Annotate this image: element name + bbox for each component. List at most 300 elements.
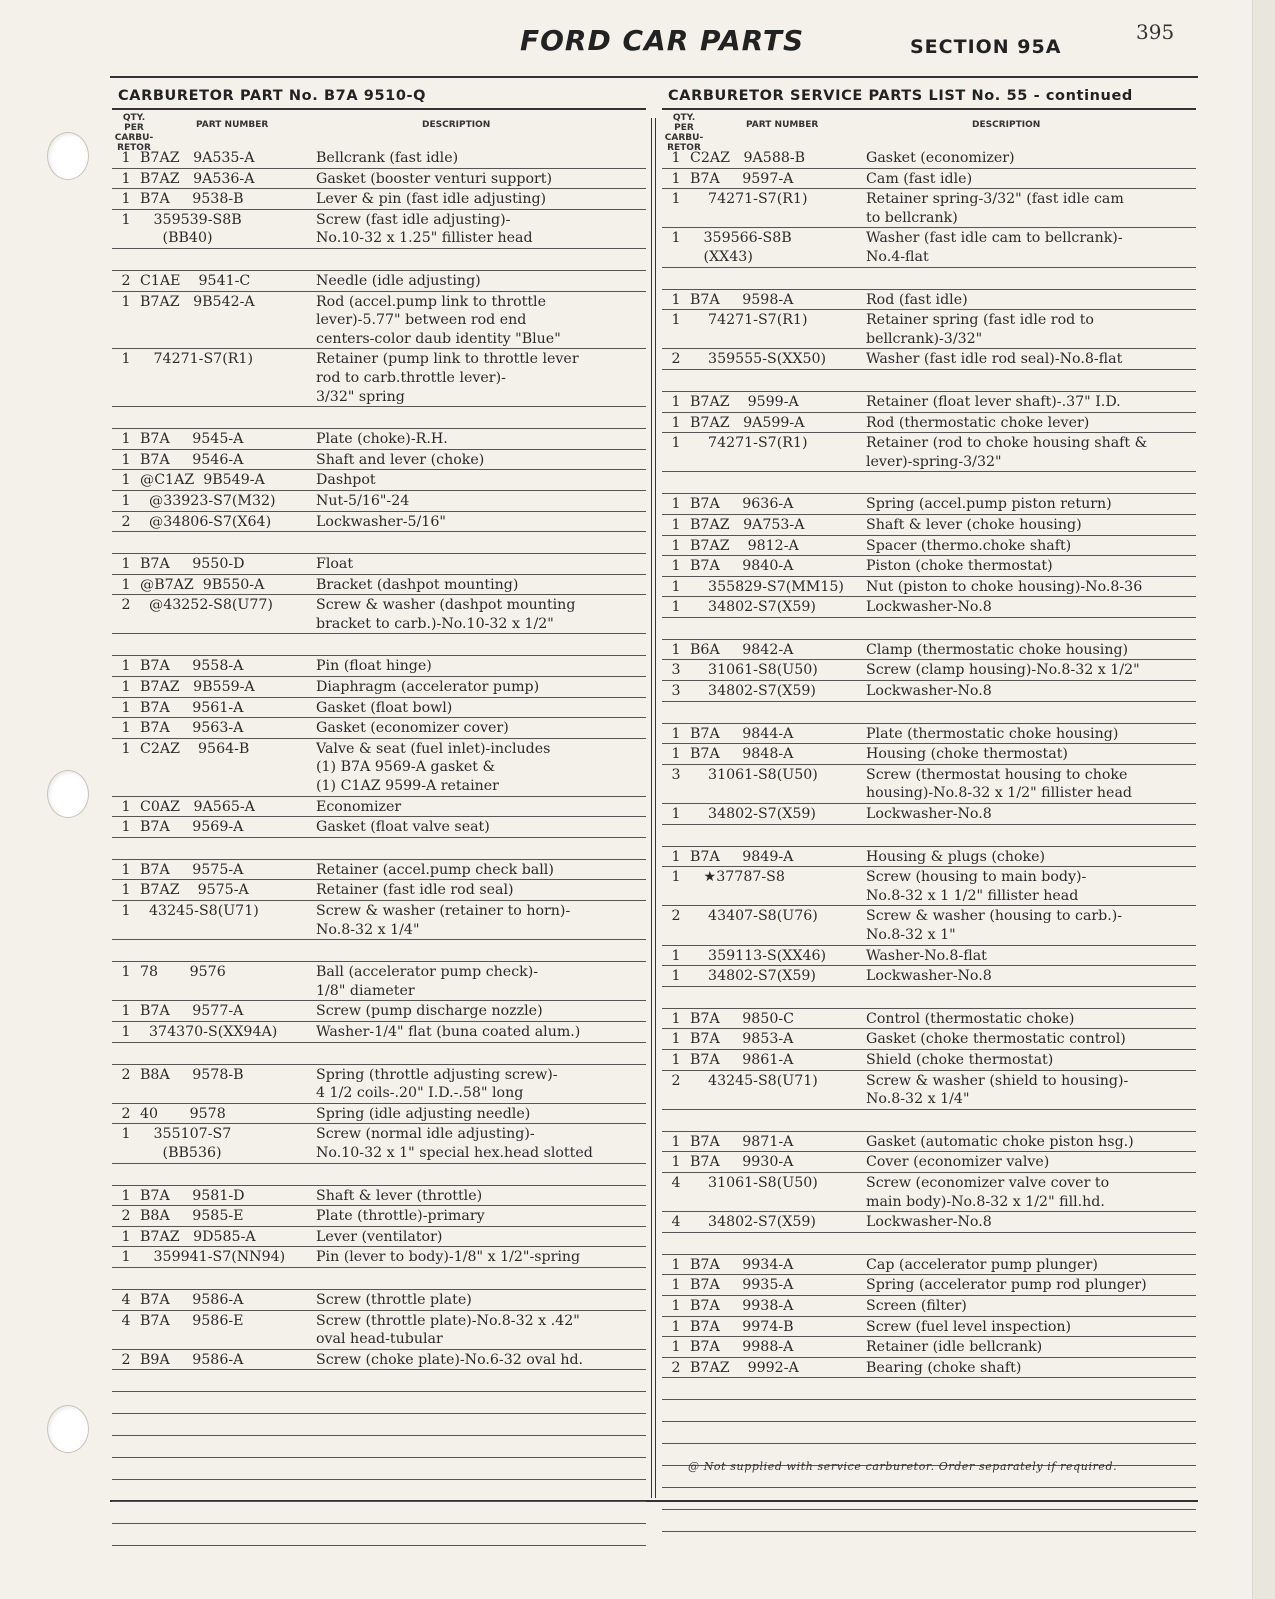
part-number-cell: B7AZ 9812-A (690, 537, 799, 554)
qty-cell: 3 (671, 683, 681, 700)
part-number-cell: 74271-S7(R1) (690, 312, 808, 329)
column-divider (651, 118, 652, 1498)
part-number-cell: @C1AZ 9B549-A (140, 472, 265, 489)
table-row (662, 1212, 1196, 1233)
part-number-cell: 43245-S8(U71) (690, 1072, 818, 1089)
part-number-cell: B8A 9578-B (140, 1066, 244, 1083)
table-row (112, 797, 646, 818)
qty-cell: 1 (121, 191, 131, 208)
table-row (662, 148, 1196, 169)
qty-cell: 1 (671, 1256, 681, 1273)
part-number-cell: C1AE 9541-C (140, 272, 251, 289)
description-cell: Shaft and lever (choke) (316, 451, 485, 468)
description-cell: Gasket (float valve seat) (316, 819, 490, 836)
qty-cell: 1 (121, 1023, 131, 1040)
part-number-cell: B7A 9545-A (140, 431, 244, 448)
description-cell: Screw (thermostat housing to choke housing)-No.8-32 x 1/2" fillister head (866, 766, 1132, 802)
description-cell: Ball (accelerator pump check)- 1/8" diameter (316, 964, 539, 999)
part-number-cell: 43407-S8(U76) (690, 908, 818, 925)
qty-cell: 1 (671, 1297, 681, 1314)
part-number-cell: 31061-S8(U50) (690, 766, 818, 783)
description-cell: Lockwasher-No.8 (866, 683, 992, 700)
table-row (112, 1311, 646, 1350)
part-number-cell: B7A 9546-A (140, 451, 244, 468)
qty-cell: 1 (121, 351, 131, 368)
description-cell: Retainer (rod to choke housing shaft & lever)-spring-3/32" (866, 435, 1148, 470)
part-number-cell: 374370-S(XX94A) (140, 1023, 278, 1040)
part-number-cell: 31061-S8(U50) (690, 662, 818, 679)
qty-cell: 1 (671, 725, 681, 742)
table-row (112, 860, 646, 881)
description-cell: Retainer (accel.pump check ball) (316, 861, 554, 878)
part-number-cell: B7AZ 9B542-A (140, 293, 255, 310)
table-row (662, 1358, 1196, 1379)
part-number-cell: B7AZ 9B559-A (140, 679, 255, 696)
part-number-cell: 78 9576 (140, 964, 226, 981)
table-row (112, 901, 646, 940)
table-row (662, 494, 1196, 515)
description-cell: Spacer (thermo.choke shaft) (866, 537, 1072, 554)
description-cell: Spring (accel.pump piston return) (866, 496, 1112, 513)
blank-ruled-row (662, 1510, 1196, 1532)
qty-cell: 1 (671, 1031, 681, 1048)
table-row (112, 1350, 646, 1371)
description-cell: Rod (accel.pump link to throttle lever)-5.77" between rod end centers-color daub identity "Blue" (316, 293, 561, 347)
description-cell: Spring (idle adjusting needle) (316, 1105, 531, 1122)
description-cell: Lockwasher-No.8 (866, 1214, 992, 1231)
qty-cell: 1 (671, 578, 681, 595)
part-number-cell: C2AZ 9A588-B (690, 150, 806, 166)
blank-ruled-row (662, 618, 1196, 640)
table-row (112, 1247, 646, 1268)
qty-cell: 1 (671, 150, 681, 166)
part-number-cell: C0AZ 9A565-A (140, 798, 255, 815)
qty-cell: 1 (121, 798, 131, 815)
table-row (112, 1104, 646, 1125)
binder-hole (47, 132, 89, 180)
description-cell: Rod (thermostatic choke lever) (866, 414, 1090, 431)
description-cell: Needle (idle adjusting) (316, 272, 481, 289)
qty-cell: 1 (671, 968, 681, 985)
description-cell: Washer-No.8-flat (866, 947, 987, 964)
qty-cell: 1 (671, 537, 681, 554)
blank-ruled-row (662, 1378, 1196, 1400)
description-cell: Diaphragm (accelerator pump) (316, 679, 540, 696)
part-number-cell: B7A 9575-A (140, 861, 244, 878)
part-number-cell: 74271-S7(R1) (140, 351, 253, 368)
qty-cell: 1 (671, 806, 681, 823)
blank-ruled-row (662, 702, 1196, 724)
blank-ruled-row (112, 1164, 646, 1186)
qty-cell: 1 (121, 658, 131, 675)
qty-cell: 1 (121, 170, 131, 187)
blank-ruled-row (112, 634, 646, 656)
description-cell: Pin (float hinge) (316, 658, 432, 675)
description-cell: Piston (choke thermostat) (866, 558, 1053, 575)
part-number-cell: B7A 9974-B (690, 1318, 794, 1335)
description-cell: Screw & washer (shield to housing)- No.8-32 x 1/4" (866, 1072, 1129, 1108)
qty-cell: 3 (671, 662, 681, 679)
table-row (112, 677, 646, 698)
part-number-cell: B7A 9558-A (140, 658, 244, 675)
part-number-cell: @B7AZ 9B550-A (140, 576, 265, 593)
blank-ruled-row (662, 370, 1196, 392)
description-cell: Retainer (idle bellcrank) (866, 1339, 1043, 1356)
part-number-cell: B7A 9934-A (690, 1256, 794, 1273)
part-number-cell: B7AZ 9A535-A (140, 150, 255, 166)
description-cell: Float (316, 556, 354, 573)
part-number-cell: B7A 9636-A (690, 496, 794, 513)
part-number-cell: B7A 9938-A (690, 1297, 794, 1314)
description-cell: Retainer (float lever shaft)-.37" I.D. (866, 393, 1121, 410)
blank-ruled-row (112, 940, 646, 962)
table-row (662, 433, 1196, 472)
table-row (112, 595, 646, 634)
part-number-cell: B7AZ 9992-A (690, 1359, 799, 1376)
qty-cell: 1 (121, 720, 131, 737)
qty-cell: 1 (121, 903, 131, 919)
part-number-cell: B9A 9586-A (140, 1351, 244, 1368)
table-row (112, 739, 646, 797)
description-cell: Retainer spring-3/32" (fast idle cam to bellcrank) (866, 191, 1124, 226)
qty-cell: 4 (671, 1174, 681, 1191)
table-row (112, 1124, 646, 1163)
table-row (662, 1071, 1196, 1110)
table-row (112, 554, 646, 575)
description-cell: Control (thermostatic choke) (866, 1010, 1075, 1027)
description-cell: Gasket (choke thermostatic control) (866, 1031, 1126, 1048)
table-row (112, 450, 646, 471)
part-number-cell: B7A 9563-A (140, 720, 244, 737)
qty-cell: 4 (671, 1214, 681, 1231)
blank-ruled-row (112, 1502, 646, 1524)
qty-cell: 1 (671, 230, 681, 247)
blank-ruled-row (662, 1110, 1196, 1132)
description-cell: Rod (fast idle) (866, 291, 968, 308)
description-cell: Clamp (thermostatic choke housing) (866, 641, 1129, 658)
blank-ruled-row (662, 1400, 1196, 1422)
table-row (662, 1296, 1196, 1317)
description-cell: Gasket (float bowl) (316, 699, 453, 716)
description-cell: Screw (fast idle adjusting)- No.10-32 x 1.25" fillister head (316, 211, 533, 247)
description-cell: Lever (ventilator) (316, 1228, 443, 1245)
qty-cell: 1 (671, 1339, 681, 1356)
qty-cell: 1 (671, 1318, 681, 1335)
table-row (662, 310, 1196, 349)
qty-cell: 1 (671, 496, 681, 513)
qty-cell: 1 (121, 1228, 131, 1245)
qty-cell: 2 (671, 908, 681, 925)
part-number-cell: @33923-S7(M32) (140, 492, 276, 509)
description-cell: Washer-1/4" flat (buna coated alum.) (316, 1023, 581, 1040)
blank-ruled-row (662, 1488, 1196, 1510)
qty-cell: 1 (671, 516, 681, 533)
description-cell: Screw (choke plate)-No.6-32 oval hd. (316, 1351, 584, 1368)
description-cell: Plate (throttle)-primary (316, 1208, 485, 1225)
description-cell: Gasket (booster venturi support) (316, 170, 553, 187)
part-number-cell: B7AZ 9A753-A (690, 516, 805, 533)
qty-cell: 4 (121, 1291, 131, 1308)
table-row (662, 577, 1196, 598)
description-cell: Nut (piston to choke housing)-No.8-36 (866, 578, 1143, 595)
part-number-cell: 31061-S8(U50) (690, 1174, 818, 1191)
table-row (112, 718, 646, 739)
qty-cell: 1 (121, 861, 131, 878)
table-row (112, 1186, 646, 1207)
description-cell: Screw (economizer valve cover to main body)-No.8-32 x 1/2" fill.hd. (866, 1174, 1110, 1210)
description-cell: Screw (normal idle adjusting)- No.10-32 x 1" special hex.head slotted (316, 1126, 593, 1161)
table-row (662, 765, 1196, 804)
part-number-cell: 355107-S7 (BB536) (153, 1126, 232, 1161)
table-row (662, 1029, 1196, 1050)
qty-cell: 1 (671, 291, 681, 308)
description-cell: Spring (throttle adjusting screw)- 4 1/2 coils-.20" I.D.-.58" long (316, 1066, 558, 1102)
part-number-cell: 355829-S7(MM15) (690, 578, 844, 595)
blank-ruled-row (662, 1233, 1196, 1255)
part-number-cell: B7AZ 9575-A (140, 882, 249, 899)
part-number-cell: B7AZ 9A599-A (690, 414, 805, 431)
part-number-cell: 34802-S7(X59) (690, 968, 816, 985)
qty-cell: 1 (121, 964, 131, 981)
table-row (662, 1317, 1196, 1338)
table-row (662, 724, 1196, 745)
table-row (112, 656, 646, 677)
qty-cell: 1 (121, 1126, 131, 1143)
description-cell: Bellcrank (fast idle) (316, 150, 459, 166)
table-row (112, 1022, 646, 1043)
blank-ruled-row (112, 1480, 646, 1502)
blank-ruled-row (112, 407, 646, 429)
table-row (662, 1132, 1196, 1153)
qty-cell: 1 (671, 1154, 681, 1171)
part-number-cell: C2AZ 9564-B (140, 740, 250, 757)
part-number-cell: 40 9578 (140, 1105, 226, 1122)
part-number-cell: B7A 9598-A (690, 291, 794, 308)
qty-cell: 1 (671, 1277, 681, 1294)
table-row (662, 660, 1196, 681)
part-number-cell: B7AZ 9599-A (690, 393, 799, 410)
description-cell: Spring (accelerator pump rod plunger) (866, 1277, 1147, 1294)
qty-cell: 1 (671, 848, 681, 865)
blank-ruled-row (112, 532, 646, 554)
page-number: 395 (1136, 20, 1175, 44)
description-cell: Retainer spring (fast idle rod to bellcrank)-3/32" (866, 312, 1094, 347)
qty-cell: 1 (671, 393, 681, 410)
part-number-cell: B7A 9538-B (140, 191, 244, 208)
qty-header: QTY. PER CARBU- RETOR (114, 113, 154, 153)
description-cell: Shield (choke thermostat) (866, 1051, 1054, 1068)
table-row (112, 1206, 646, 1227)
description-cell: Pin (lever to body)-1/8" x 1/2"-spring (316, 1249, 581, 1266)
table-row (112, 349, 646, 407)
description-cell: Lever & pin (fast idle adjusting) (316, 191, 547, 208)
table-row (662, 556, 1196, 577)
description-cell: Screw & washer (retainer to horn)- No.8-32 x 1/4" (316, 903, 571, 938)
part-number-cell: B7A 9988-A (690, 1339, 794, 1356)
part-number-cell: B7A 9871-A (690, 1133, 794, 1150)
description-cell: Lockwasher-5/16" (316, 513, 446, 530)
table-row (662, 515, 1196, 536)
description-cell: Lockwasher-No.8 (866, 599, 992, 616)
table-row (112, 512, 646, 533)
section-label: SECTION 95A (910, 36, 1062, 58)
description-cell: Dashpot (316, 472, 376, 489)
qty-cell: 1 (671, 641, 681, 658)
qty-cell: 1 (121, 882, 131, 899)
table-row (112, 210, 646, 249)
description-cell: Nut-5/16"-24 (316, 492, 410, 509)
part-number-cell: 43245-S8(U71) (140, 903, 259, 919)
description-cell: Economizer (316, 798, 402, 815)
table-row (662, 597, 1196, 618)
blank-ruled-row (112, 1524, 646, 1546)
table-row (662, 189, 1196, 228)
qty-cell: 1 (121, 431, 131, 448)
qty-cell: 2 (121, 597, 131, 614)
table-row (662, 640, 1196, 661)
qty-cell: 1 (121, 451, 131, 468)
blank-ruled-row (112, 1392, 646, 1414)
part-number-cell: 34802-S7(X59) (690, 1214, 816, 1231)
part-number-cell: 359566-S8B (XX43) (703, 230, 792, 265)
table-row (662, 1255, 1196, 1276)
left-column-header (112, 108, 646, 153)
qty-cell: 1 (671, 746, 681, 763)
qty-cell: 4 (121, 1312, 131, 1329)
description-cell: Cam (fast idle) (866, 170, 973, 187)
qty-cell: 1 (671, 170, 681, 187)
part-number-cell: 359555-S(XX50) (690, 351, 827, 368)
left-column-title: CARBURETOR PART No. B7A 9510-Q (118, 88, 427, 104)
qty-cell: 1 (121, 556, 131, 573)
right-column-header (662, 108, 1196, 153)
description-cell: Bracket (dashpot mounting) (316, 576, 519, 593)
part-number-cell: ★37787-S8 (690, 869, 785, 886)
qty-cell: 1 (671, 312, 681, 329)
qty-cell: 1 (121, 211, 131, 228)
left-parts-column (112, 84, 646, 1546)
qty-cell: 2 (121, 513, 131, 530)
qty-cell: 1 (671, 191, 681, 208)
description-cell: Shaft & lever (throttle) (316, 1187, 483, 1204)
blank-ruled-row (112, 1436, 646, 1458)
binder-hole (47, 770, 89, 818)
qty-cell: 2 (121, 1066, 131, 1083)
right-parts-column (662, 84, 1196, 1532)
table-row (112, 292, 646, 350)
table-row (112, 189, 646, 210)
table-row (662, 847, 1196, 868)
qty-cell: 1 (671, 1010, 681, 1027)
description-cell: Gasket (economizer cover) (316, 720, 509, 737)
table-row (112, 817, 646, 838)
table-row (662, 946, 1196, 967)
qty-cell: 2 (671, 1359, 681, 1376)
table-row (662, 681, 1196, 702)
description-cell: Washer (fast idle cam to bellcrank)- No.4-flat (866, 230, 1123, 265)
part-number-cell: 34802-S7(X59) (690, 683, 816, 700)
right-column-title: CARBURETOR SERVICE PARTS LIST No. 55 - continued (668, 88, 1133, 104)
part-number-cell: 74271-S7(R1) (690, 435, 808, 452)
part-number-cell: 359113-S(XX46) (690, 947, 827, 964)
table-row (112, 491, 646, 512)
description-cell: Screw (clamp housing)-No.8-32 x 1/2" (866, 662, 1140, 679)
description-cell: Washer (fast idle rod seal)-No.8-flat (866, 351, 1123, 368)
binder-hole (47, 1405, 89, 1453)
table-row (662, 804, 1196, 825)
qty-cell: 1 (671, 558, 681, 575)
qty-cell: 1 (121, 293, 131, 310)
qty-cell: 1 (121, 1249, 131, 1266)
part-number-cell: 34802-S7(X59) (690, 599, 816, 616)
table-row (662, 228, 1196, 267)
qty-cell: 1 (121, 150, 131, 166)
part-number-cell: B7A 9586-A (140, 1291, 244, 1308)
part-number-cell: B7A 9861-A (690, 1051, 794, 1068)
qty-header: QTY. PER CARBU- RETOR (664, 113, 704, 153)
description-cell: Gasket (automatic choke piston hsg.) (866, 1133, 1134, 1150)
page-edge (1252, 0, 1275, 1599)
footnote: @ Not supplied with service carburetor. Order separately if required. (688, 1460, 1118, 1473)
right-parts-list (662, 148, 1196, 1532)
table-row (662, 744, 1196, 765)
table-row (112, 1227, 646, 1248)
table-row (112, 1065, 646, 1104)
table-row (662, 1275, 1196, 1296)
table-row (112, 575, 646, 596)
blank-ruled-row (112, 1043, 646, 1065)
description-cell: Screw (housing to main body)- No.8-32 x 1 1/2" fillister head (866, 869, 1087, 904)
description-cell: Cover (economizer valve) (866, 1154, 1050, 1171)
description-cell: Screw & washer (dashpot mounting bracket to carb.)-No.10-32 x 1/2" (316, 597, 576, 632)
description-cell: Gasket (economizer) (866, 150, 1015, 166)
brand-title: FORD CAR PARTS (520, 24, 805, 57)
table-row (662, 349, 1196, 370)
top-rule (110, 76, 1198, 78)
table-row (662, 1173, 1196, 1212)
blank-ruled-row (662, 472, 1196, 494)
qty-cell: 1 (671, 1051, 681, 1068)
qty-cell: 2 (121, 272, 131, 289)
blank-ruled-row (112, 1414, 646, 1436)
description-cell: Retainer (pump link to throttle lever rod to carb.throttle lever)- 3/32" spring (316, 351, 579, 405)
table-row (662, 169, 1196, 190)
table-row (112, 698, 646, 719)
description-cell: Screw (pump discharge nozzle) (316, 1003, 543, 1020)
part-number-cell: B6A 9842-A (690, 641, 794, 658)
part-number-cell: B7A 9569-A (140, 819, 244, 836)
qty-cell: 1 (671, 1133, 681, 1150)
qty-cell: 1 (671, 599, 681, 616)
qty-cell: 1 (121, 492, 131, 509)
blank-ruled-row (112, 249, 646, 271)
blank-ruled-row (662, 987, 1196, 1009)
description-cell: Shaft & lever (choke housing) (866, 516, 1082, 533)
blank-ruled-row (662, 268, 1196, 290)
qty-cell: 1 (121, 699, 131, 716)
qty-cell: 1 (121, 472, 131, 489)
part-number-cell: B7A 9586-E (140, 1312, 244, 1329)
part-number-cell: B7AZ 9D585-A (140, 1228, 256, 1245)
qty-cell: 1 (121, 1187, 131, 1204)
qty-cell: 1 (671, 414, 681, 431)
part-number-cell: 74271-S7(R1) (690, 191, 808, 208)
blank-ruled-row (112, 1458, 646, 1480)
description-header: DESCRIPTION (422, 120, 491, 130)
left-parts-list (112, 148, 646, 1546)
part-number-cell: 34802-S7(X59) (690, 806, 816, 823)
description-cell: Screw (throttle plate)-No.8-32 x .42" oval head-tubular (316, 1312, 580, 1348)
